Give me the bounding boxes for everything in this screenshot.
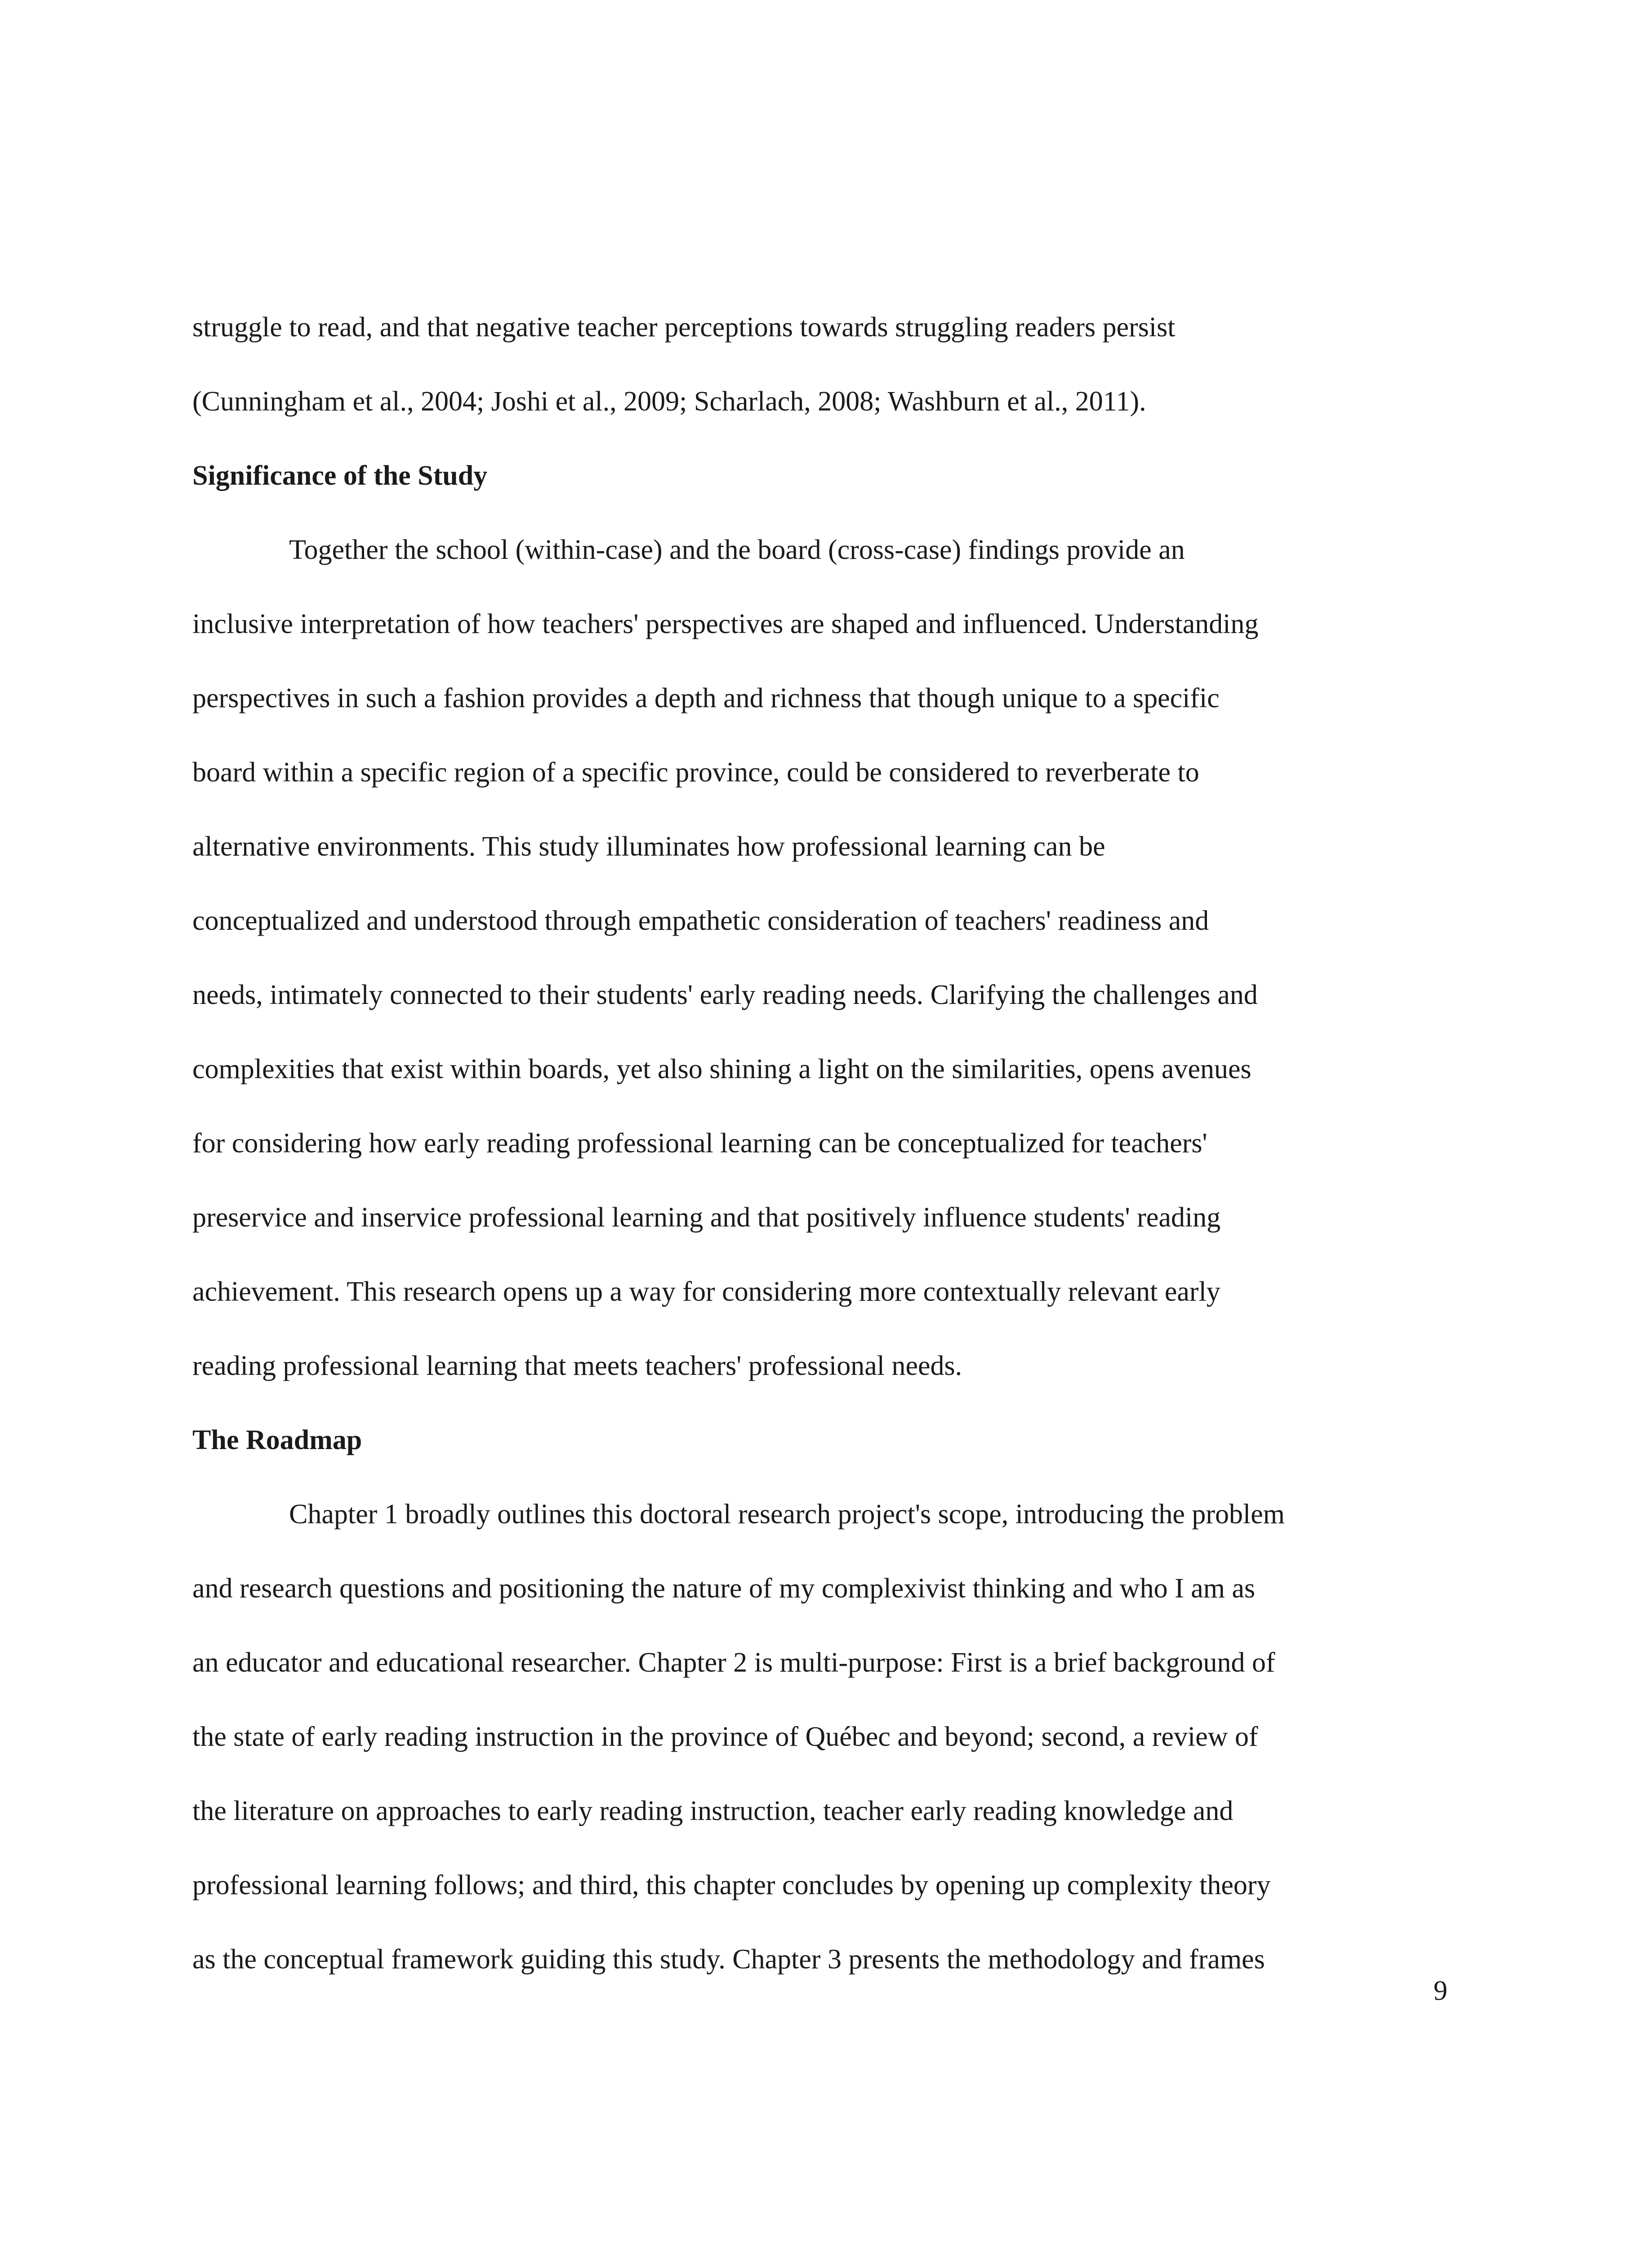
paragraph-line: inclusive interpretation of how teachers' perspectives are shaped and influenced. Understanding (192, 609, 1259, 639)
paragraph-line: needs, intimately connected to their students' early reading needs. Clarifying the challenges and (192, 980, 1258, 1010)
paragraph-line: struggle to read, and that negative teacher perceptions towards struggling readers persist (192, 312, 1176, 343)
paragraph-line: achievement. This research opens up a way for considering more contextually relevant early (192, 1276, 1220, 1307)
document-body (192, 290, 1478, 1997)
section-heading-roadmap: The Roadmap (192, 1425, 362, 1455)
paragraph-line: and research questions and positioning the nature of my complexivist thinking and who I am as (192, 1573, 1256, 1604)
paragraph-line: the literature on approaches to early reading instruction, teacher early reading knowledge and (192, 1796, 1233, 1826)
section-heading-significance: Significance of the Study (192, 460, 488, 491)
paragraph-line: perspectives in such a fashion provides a depth and richness that though unique to a specific (192, 683, 1220, 714)
paragraph-line: reading professional learning that meets teachers' professional needs. (192, 1351, 962, 1381)
paragraph-line: professional learning follows; and third, this chapter concludes by opening up complexity theory (192, 1870, 1271, 1900)
paragraph-line: board within a specific region of a specific province, could be considered to reverberate to (192, 757, 1199, 788)
paragraph-line: the state of early reading instruction in the province of Québec and beyond; second, a review of (192, 1722, 1258, 1752)
paragraph-line: conceptualized and understood through empathetic consideration of teachers' readiness and (192, 905, 1209, 936)
paragraph-line: complexities that exist within boards, yet also shining a light on the similarities, opens avenues (192, 1054, 1251, 1084)
paragraph-line: Together the school (within-case) and the board (cross-case) findings provide an (289, 535, 1185, 565)
page-number: 9 (1434, 1976, 1447, 2006)
paragraph-line: preservice and inservice professional learning and that positively influence students' reading (192, 1202, 1221, 1233)
paragraph-line: for considering how early reading professional learning can be conceptualized for teachers' (192, 1128, 1207, 1159)
paragraph-line: an educator and educational researcher. Chapter 2 is multi-purpose: First is a brief background of (192, 1647, 1275, 1678)
paragraph-line: (Cunningham et al., 2004; Joshi et al., 2009; Scharlach, 2008; Washburn et al., 2011). (192, 386, 1146, 417)
paragraph-line: Chapter 1 broadly outlines this doctoral research project's scope, introducing the problem (289, 1499, 1285, 1530)
paragraph-line: as the conceptual framework guiding this study. Chapter 3 presents the methodology and frames (192, 1944, 1265, 1975)
paragraph-line: alternative environments. This study illuminates how professional learning can be (192, 831, 1105, 862)
